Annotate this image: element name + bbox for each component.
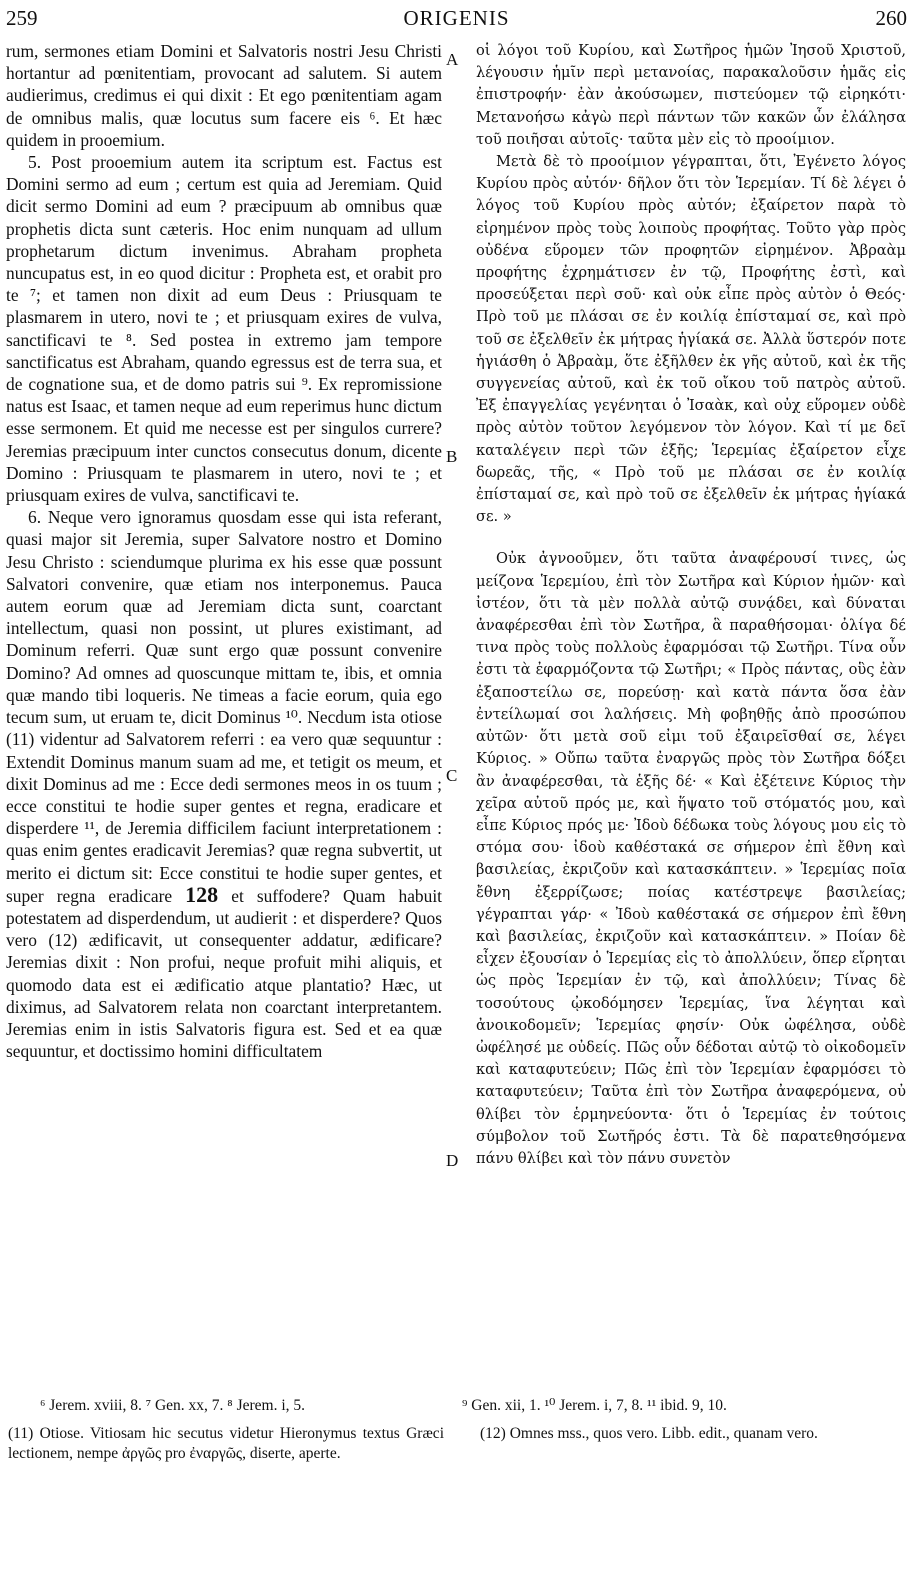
page-number-left: 259	[6, 6, 38, 30]
section-marker-c: C	[446, 766, 458, 785]
latin-paragraph-6	[6, 506, 442, 1062]
latin-column	[6, 40, 442, 1062]
greek-paragraph-3: Οὐκ ἀγνοοῦμεν, ὅτι ταῦτα ἀναφέρουσί τινες, ὡς μείζονα Ἱερεμίου, ἐπὶ τὸν Σωτῆρα καὶ Κύριον ἡμῶν· καὶ ἰστέον, ὅτι τὰ μὲν πολλὰ αὐτῷ συνᾴδει, καὶ δύναται ἀναφέρεσθαι ἐπὶ τὸν Σωτῆρα, ἃ παραθήσομαι· ὀλίγα δέ τινα πρὸς τοὺς πολλοὺς ἐφαρμόσαι τῷ Σωτῆρι. Τίνα οὖν ἐστι τὰ ἐφαρμόζοντα τῷ Σωτῆρι; « Πρὸς πάντας, οὓς ἐὰν ἐξαποστείλω σε, πορεύσῃ· καὶ κατὰ πάντα ὅσα ἐὰν ἐντείλωμαί σοι λαλήσεις. Μὴ φοβηθῇς ἀπὸ προσώπου αὐτῶν· ὅτι μετὰ σοῦ εἰμι τοῦ ἐξαιρεῖσθαί σε, λέγει Κύριος. » Οὔπω ταῦτα ἐναργῶς πρὸς τὸν Σωτῆρα δόξει ἂν ἀναφέρεσθαι, τὰ ἑξῆς δέ· « Καὶ ἐξέτεινε Κύριος τὴν χεῖρα αὐτοῦ πρός με, καὶ ἥψατο τοῦ στόματός μου, καὶ εἶπε Κύριος πρός με· Ἰδοὺ δέδωκα τοὺς λόγους μου εἰς τὸ στόμα σου· ἰδοὺ καθέστακά σε σήμερον ἐπὶ ἔθνη καὶ βασιλείας, ἐκριζοῦν καὶ κατασκάπτειν. » Ἱερεμίας ποῖα ἔθνη ἐξερρίζωσε; ποίας κατέστρεψε βασιλείας; γέγραπται γάρ· « Ἰδοὺ καθέστακά σε σήμερον ἐπὶ ἔθνη καὶ βασιλείας, ἐκριζοῦν καὶ κατασκάπτειν. » Ποίαν δὲ εἶχεν ἐξουσίαν ὁ Ἱερεμίας εἰς τὸ ἀπολλύειν, ὅπερ εἴρηται ὡς πρὸς Ἱερεμίαν ἐν τῷ, καὶ ἀπολλύειν; Τίνας δὲ τοσούτους ᾠκοδόμησεν Ἱερεμίας, ἵνα λέγηται καὶ ἀνοικοδομεῖν; Ἱερεμίας φησίν· Οὐκ ὠφέλησα, οὐδὲ ὠφέλησέ με οὐδείς. Πῶς οὖν δέδοται αὐτῷ τὸ οἰκοδομεῖν καὶ καταφυτεύειν; Πῶς ἐπὶ τὸν Ἱερεμίαν ἐφαρμόσει τὸ καταφυτεύειν; Ταῦτα ἐπὶ τὸν Σωτῆρα ἀναφερόμενα, οὐ θλίβει τὸν ἑρμηνεύοντα· ὅτι ὁ Ἱερεμίας ἐν τούτοις σύμβολον τοῦ Σωτῆρός ἐστι. Τὰ δὲ παρατεθησόμενα πάνυ θλίβει καὶ τὸν πάνυ συνετὸν	[476, 550, 906, 1167]
column-number: 128	[185, 881, 219, 907]
section-marker-d: D	[446, 1151, 459, 1170]
latin-paragraph-5: 5. Post prooemium autem ita scriptum est. Factus est Domini sermo ad eum ; certum est quia ad Jeremiam. Quid dicit sermo Domini ad eum ? præcipuum ab omnibus quæ prophetis dicta sunt cæteris. Hoc enim nunquam ad ullum prophetarum dictum invenimus. Abraham propheta nuncupatus est, in eo quod dicitur : Propheta est, et orabit pro te ⁷; et tamen non dixit ad eum Deus : Priusquam te plasmarem in utero, novi te ; et priusquam exires de vulva, sanctificavi te ⁸. Sed postea in extremo jam tempore sanctificatus est Abraham, quando egressus est de terra sua, et de cognatione sua, et de domo patris sui ⁹. Ex repromissione natus est Isaac, et tamen neque ad eum reperimus hunc dictum esse sermonem. Et quid me necesse est per singulos currere? Jeremias præcipuum inter cunctos consecutus donum, dicente Domino : Priusquam te plasmarem in utero, novi te ; et priusquam exires de vulva, sanctificavi te.	[6, 152, 442, 506]
latin-paragraph-6-a: 6. Neque vero ignoramus quosdam esse qui ista referant, quasi major sit Jeremia, super Salvatore nostro et Domino Jesu Christo : sciendumque plurima ex his esse quæ possunt Salvatori convenire, quæ etiam nos interponemus. Pauca autem eorum quæ ad Jeremiam dicta sunt, coarctant intellectum, quasi non possint, ut plures existimant, ad Dominum referri. Quæ sunt ergo quæ possunt convenire Domino? Ad omnes ad quoscunque mittam te, ibis, et omnia quæ mando tibi loqueris. Ne timeas a facie eorum, quia ego tecum sum, ut eruam te, dicit Dominus ¹⁰. Necdum ista otiose (11) videntur ad Salvatorem referri : ea vero quæ sequuntur : Extendit Dominus manum suam ad me, et tetigit os meum, et dixit Dominus ad me : Ecce dedi sermones meos in os tuum ; ecce constitui te hodie super gentes et regna, eradicare et disperdere ¹¹, de Jeremia difficilem faciunt interpretationem : quas enim gentes eradicavit Jeremias? quæ regna subvertit, ut merito ei dictum sit: Ecce constitui te hodie super gentes, et super regna eradicare	[6, 507, 442, 906]
footnote-refs-right: ⁹ Gen. xii, 1. ¹⁰ Jerem. i, 7, 8. ¹¹ ibid. 9, 10.	[462, 1397, 727, 1414]
running-header	[0, 6, 913, 34]
page-number-right: 260	[875, 6, 907, 30]
footnote-refs-left: ⁶ Jerem. xviii, 8. ⁷ Gen. xx, 7. ⁸ Jerem. i, 5.	[40, 1397, 306, 1414]
greek-paragraph-2: Μετὰ δὲ τὸ προοίμιον γέγραπται, ὅτι, Ἐγένετο λόγος Κυρίου πρὸς αὐτόν· δῆλον ὅτι τὸν Ἱερεμίαν. Τί δὲ λέγει ὁ λόγος τοῦ Κυρίου πρὸς αὐτόν; ἐξαίρετον παρὰ τὸ εἰρημένον πρὸς τοὺς λοιποὺς προφήτας. Τοῦτο γὰρ πρὸς οὐδένα εὕρομεν τῶν προφητῶν εἰρημένον. Ἀβραὰμ προφήτης ἐχρημάτισεν ἐν τῷ, Προφήτης ἐστὶ, καὶ προσεύξεται περὶ σοῦ· καὶ οὐκ εἶπε πρὸς αὐτὸν ὁ Θεός· Πρὸ τοῦ με πλάσαι σε ἐν κοιλίᾳ ἐπίσταμαί σε, καὶ πρὸ τοῦ σε ἐξελθεῖν ἐκ μήτρας ἡγίακά σε. Ἀλλὰ ὕστερόν ποτε ἡγιάσθη ὁ Ἀβραὰμ, ὅτε ἐξῆλθεν ἐκ γῆς αὐτοῦ, καὶ ἐκ τῆς συγγενείας αὐτοῦ, καὶ ἐκ τοῦ οἴκου τοῦ πατρὸς αὐτοῦ. Ἐξ ἐπαγγελίας γεγένηται ὁ Ἰσαὰκ, καὶ οὐχ εὕρομεν οὐδὲ πρὸς αὐτὸν τοῦτον λεγόμενον τὸν λόγον. Καὶ τί με δεῖ καταλέγειν περὶ τῶν ἑξῆς; Ἱερεμίας ἐξαίρετον εἶχε δωρεᾶς, τῆς, « Πρὸ τοῦ με πλάσαι σε ἐν κοιλίᾳ ἐπίσταμαί σε, καὶ πρὸ τοῦ σε ἐξελθεῖν ἐκ μήτρας ἡγίακά σε. »	[476, 153, 906, 526]
greek-column	[476, 40, 906, 1170]
footnote-12: (12) Omnes mss., quos vero. Libb. edit., quanam vero.	[480, 1425, 818, 1442]
section-marker-a: A	[446, 50, 459, 69]
latin-paragraph-6-b: et suffodere? Quam habuit potestatem ad disperdendum, ut audierit : et disperdere? Quos vero (12) ædificavit, ut consequenter addatur, ædificare? Jeremias dixit : Non profui, neque profuit mihi aliquis, et quomodo data est ei ædificatio atque plantatio? Hæc, ut diximus, ad Salvatorem relata non coarctant interpretantem. Jeremias enim in istis Salvatoris figura est. Sed et ea quæ sequuntur, et doctissimo homini difficultatem	[6, 885, 442, 1062]
greek-paragraph-1: οἱ λόγοι τοῦ Κυρίου, καὶ Σωτῆρος ἡμῶν Ἰησοῦ Χριστοῦ, λέγουσιν ἡμῖν περὶ μετανοίας, παρακαλοῦσιν ἡμᾶς εἰς ἐπιστροφήν· ἐὰν ἀκούσωμεν, πιστεύομεν τῷ εἰρηκότι· Μετανοήσω κἀγὼ περὶ πάντων τῶν κακῶν ὧν ἐλάλησα τοῦ ποιῆσαι αὐτοῖς· ταῦτα μὲν εἰς τὸ προοίμιον.	[476, 42, 906, 148]
page-title: ORIGENIS	[403, 6, 510, 30]
footnote-11: (11) Otiose. Vitiosam hic secutus videtur Hieronymus textus Græci lectionem, nempe ἀργῶς pro ἐναργῶς, diserte, aperte.	[8, 1425, 444, 1462]
latin-paragraph-1: rum, sermones etiam Domini et Salvatoris nostri Jesu Christi hortantur ad pœnitentiam, provocant ad salutem. Si autem audierimus, credimus ei qui dixit : Et ego pœnitentiam agam de omnibus malis, quæ locutus sum facere eis ⁶. Et hæc quidem in prooemium.	[6, 41, 442, 150]
section-marker-b: B	[446, 447, 458, 466]
